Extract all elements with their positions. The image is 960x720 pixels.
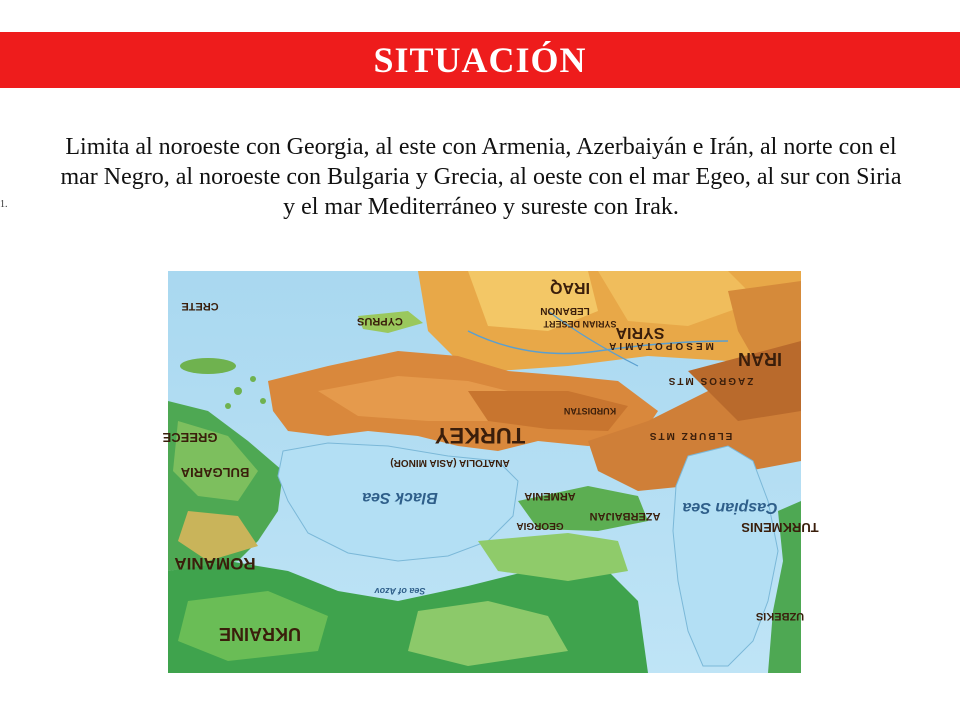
label-azov: Sea of Azov (374, 586, 426, 596)
slide-title: SITUACIÓN (373, 40, 587, 80)
label-iran: IRAN (738, 349, 782, 369)
label-georgia: GEORGIA (516, 520, 564, 531)
label-syria: SYRIA (615, 324, 665, 341)
title-bar (0, 32, 960, 88)
turkey-map (162, 271, 819, 673)
label-syrian-desert: SYRIAN DESERT (543, 319, 617, 329)
label-anatolia: ANATOLIA (ASIA MINOR) (390, 457, 510, 468)
label-zagros: ZAGROS MTS (666, 375, 754, 386)
label-ukraine: UKRAINE (218, 624, 302, 644)
map-graphic (162, 271, 819, 673)
label-uzbekistan: UZBEKIS (755, 610, 805, 622)
label-armenia: ARMENIA (524, 490, 576, 502)
label-kurdistan: KURDISTAN (563, 406, 617, 416)
label-romania: ROMANIA (174, 554, 256, 573)
label-iraq: IRAQ (550, 279, 590, 296)
label-cyprus: CYPRUS (357, 315, 403, 327)
label-elburz: ELBURZ MTS (647, 430, 733, 441)
label-crete: CRETE (181, 300, 219, 312)
label-turkey: TURKEY (434, 423, 526, 448)
description-text: Limita al noroeste con Georgia, al este con Armenia, Azerbaiyán e Irán, al norte con el mar Negro, al noroeste con Bulgaria y Grecia, al oeste con el mar Egeo, al sur con Siria y el mar Mediterráneo y sureste con Irak. (60, 134, 902, 220)
label-turkmenistan: TURKMENIS (741, 520, 819, 535)
label-azerbaijan: AZERBAIJAN (589, 510, 661, 522)
label-caspian-sea: Caspian Sea (682, 499, 778, 516)
crete-island (180, 358, 236, 374)
side-marker: 1. (0, 199, 8, 210)
label-lebanon: LEBANON (540, 305, 590, 316)
label-black-sea: Black Sea (362, 489, 438, 506)
label-bulgaria: BULGARIA (180, 465, 250, 480)
label-greece: GREECE (162, 430, 218, 445)
label-mesopotamia: MESOPOTAMIA (606, 340, 714, 351)
